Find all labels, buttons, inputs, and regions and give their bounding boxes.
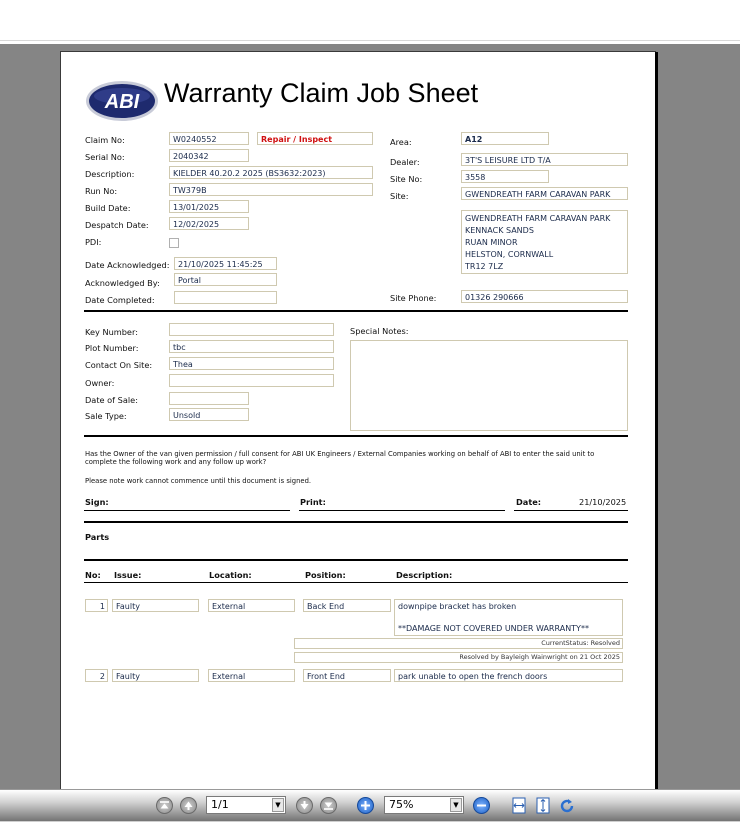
- last-page-button[interactable]: [320, 797, 337, 814]
- despatch-date-label: Despatch Date:: [85, 220, 149, 230]
- site-field: GWENDREATH FARM CARAVAN PARK: [461, 187, 628, 200]
- area-field: A12: [461, 132, 549, 145]
- document-page: [61, 52, 655, 789]
- part-location: External: [208, 669, 295, 682]
- zoom-in-button[interactable]: [357, 797, 374, 814]
- part-location: External: [208, 599, 295, 612]
- plus-icon: [360, 800, 371, 811]
- despatch-date-field: 12/02/2025: [169, 217, 249, 230]
- sale-type-field: Unsold: [169, 408, 249, 421]
- date-line: [514, 510, 628, 511]
- rotate-icon[interactable]: [558, 796, 576, 815]
- sign-line: [84, 510, 290, 511]
- part-position: Front End: [303, 669, 391, 682]
- zoom-out-button[interactable]: [473, 797, 490, 814]
- claim-type-field: Repair / Inspect: [257, 132, 373, 145]
- claim-no-field: W0240552: [169, 132, 249, 145]
- address-line: GWENDREATH FARM CARAVAN PARK: [465, 214, 611, 223]
- print-label: Print:: [300, 497, 326, 507]
- zoom-value: 75%: [389, 798, 414, 811]
- sale-type-label: Sale Type:: [85, 411, 127, 421]
- date-ack-field: 21/10/2025 11:45:25: [174, 257, 277, 270]
- chevron-down-icon[interactable]: ▼: [450, 798, 462, 812]
- part-description-box: [394, 599, 623, 636]
- first-page-button[interactable]: [156, 797, 173, 814]
- part-status: CurrentStatus: Resolved: [294, 638, 623, 649]
- previous-page-button[interactable]: [180, 797, 197, 814]
- divider: [84, 435, 628, 437]
- next-page-button[interactable]: [296, 797, 313, 814]
- divider: [84, 310, 628, 312]
- zoom-select[interactable]: [384, 796, 464, 814]
- divider: [84, 559, 628, 561]
- part-description-note: **DAMAGE NOT COVERED UNDER WARRANTY**: [398, 624, 589, 633]
- col-no-header: No:: [85, 570, 101, 580]
- address-line: TR12 7LZ: [465, 262, 504, 271]
- description-field: KIELDER 40.20.2 2025 (BS3632:2023): [169, 166, 373, 179]
- owner-label: Owner:: [85, 378, 115, 388]
- contact-field: Thea: [169, 357, 334, 370]
- part-description: downpipe bracket has broken: [398, 602, 517, 611]
- abi-logo: [85, 80, 159, 122]
- arrow-up-icon: [183, 800, 194, 811]
- ack-by-label: Acknowledged By:: [85, 278, 160, 288]
- serial-no-field: 2040342: [169, 149, 249, 162]
- page-title: Warranty Claim Job Sheet: [164, 78, 479, 108]
- run-no-label: Run No:: [85, 186, 118, 196]
- special-notes-label: Special Notes:: [350, 326, 409, 336]
- build-date-label: Build Date:: [85, 203, 131, 213]
- last-page-icon: [323, 800, 334, 811]
- chevron-down-icon[interactable]: ▼: [272, 798, 284, 812]
- date-of-sale-field: [169, 392, 249, 405]
- part-description: park unable to open the french doors: [394, 669, 623, 682]
- svg-text:ABI: ABI: [104, 91, 140, 113]
- address-line: HELSTON, CORNWALL: [465, 250, 554, 259]
- part-no: 1: [85, 599, 108, 612]
- parts-heading: Parts: [85, 532, 110, 542]
- fit-page-icon[interactable]: [535, 796, 551, 815]
- col-location-header: Location:: [209, 570, 252, 580]
- date-completed-field: [174, 291, 277, 304]
- pdi-checkbox: [169, 238, 179, 248]
- site-no-label: Site No:: [390, 174, 423, 184]
- date-of-sale-label: Date of Sale:: [85, 395, 138, 405]
- part-no: 2: [85, 669, 108, 682]
- description-label: Description:: [85, 169, 135, 179]
- note-text: Please note work cannot commence until this document is signed.: [85, 477, 312, 485]
- dealer-label: Dealer:: [390, 157, 420, 167]
- divider: [84, 582, 628, 583]
- divider: [84, 521, 628, 523]
- page-number-value: 1/1: [211, 798, 229, 811]
- serial-no-label: Serial No:: [85, 152, 125, 162]
- dealer-field: 3T'S LEISURE LTD T/A: [461, 153, 628, 166]
- top-bar: [0, 0, 740, 41]
- sign-date-value: 21/10/2025: [579, 497, 627, 507]
- ack-by-field: Portal: [174, 273, 277, 286]
- viewer-toolbar: [0, 789, 740, 822]
- claim-no-label: Claim No:: [85, 135, 125, 145]
- pdi-label: PDI:: [85, 237, 102, 247]
- part-issue: Faulty: [112, 669, 199, 682]
- part-resolved: Resolved by Bayleigh Wainwright on 21 Oct 2025: [294, 652, 623, 663]
- site-no-field: 3558: [461, 170, 549, 183]
- consent-text: Has the Owner of the van given permission / full consent for ABI UK Engineers / External Companies working on behalf of ABI to enter the said unit to complete the following work and any follow up work?: [85, 450, 595, 466]
- area-label: Area:: [390, 137, 412, 147]
- page-number-select[interactable]: [206, 796, 286, 814]
- address-line: KENNACK SANDS: [465, 226, 534, 235]
- run-no-field: TW379B: [169, 183, 373, 196]
- first-page-icon: [159, 800, 170, 811]
- print-line: [299, 510, 505, 511]
- plot-number-label: Plot Number:: [85, 343, 139, 353]
- owner-field: [169, 374, 334, 387]
- build-date-field: 13/01/2025: [169, 200, 249, 213]
- sign-label: Sign:: [85, 497, 109, 507]
- col-issue-header: Issue:: [114, 570, 142, 580]
- site-label: Site:: [390, 191, 409, 201]
- part-issue: Faulty: [112, 599, 199, 612]
- part-position: Back End: [303, 599, 391, 612]
- plot-number-field: tbc: [169, 340, 334, 353]
- site-address-box: [461, 210, 628, 274]
- special-notes-box: [350, 340, 628, 431]
- date-completed-label: Date Completed:: [85, 295, 155, 305]
- col-position-header: Position:: [305, 570, 346, 580]
- date-ack-label: Date Acknowledged:: [85, 260, 170, 270]
- document-viewer[interactable]: [0, 44, 740, 789]
- arrow-down-icon: [299, 800, 310, 811]
- site-phone-field: 01326 290666: [461, 290, 628, 303]
- minus-icon: [476, 800, 487, 811]
- key-number-field: [169, 323, 334, 336]
- date-label: Date:: [516, 497, 542, 507]
- contact-label: Contact On Site:: [85, 360, 153, 370]
- site-phone-label: Site Phone:: [390, 293, 437, 303]
- col-description-header: Description:: [396, 570, 453, 580]
- address-line: RUAN MINOR: [465, 238, 518, 247]
- key-number-label: Key Number:: [85, 327, 138, 337]
- fit-width-icon[interactable]: [511, 796, 527, 815]
